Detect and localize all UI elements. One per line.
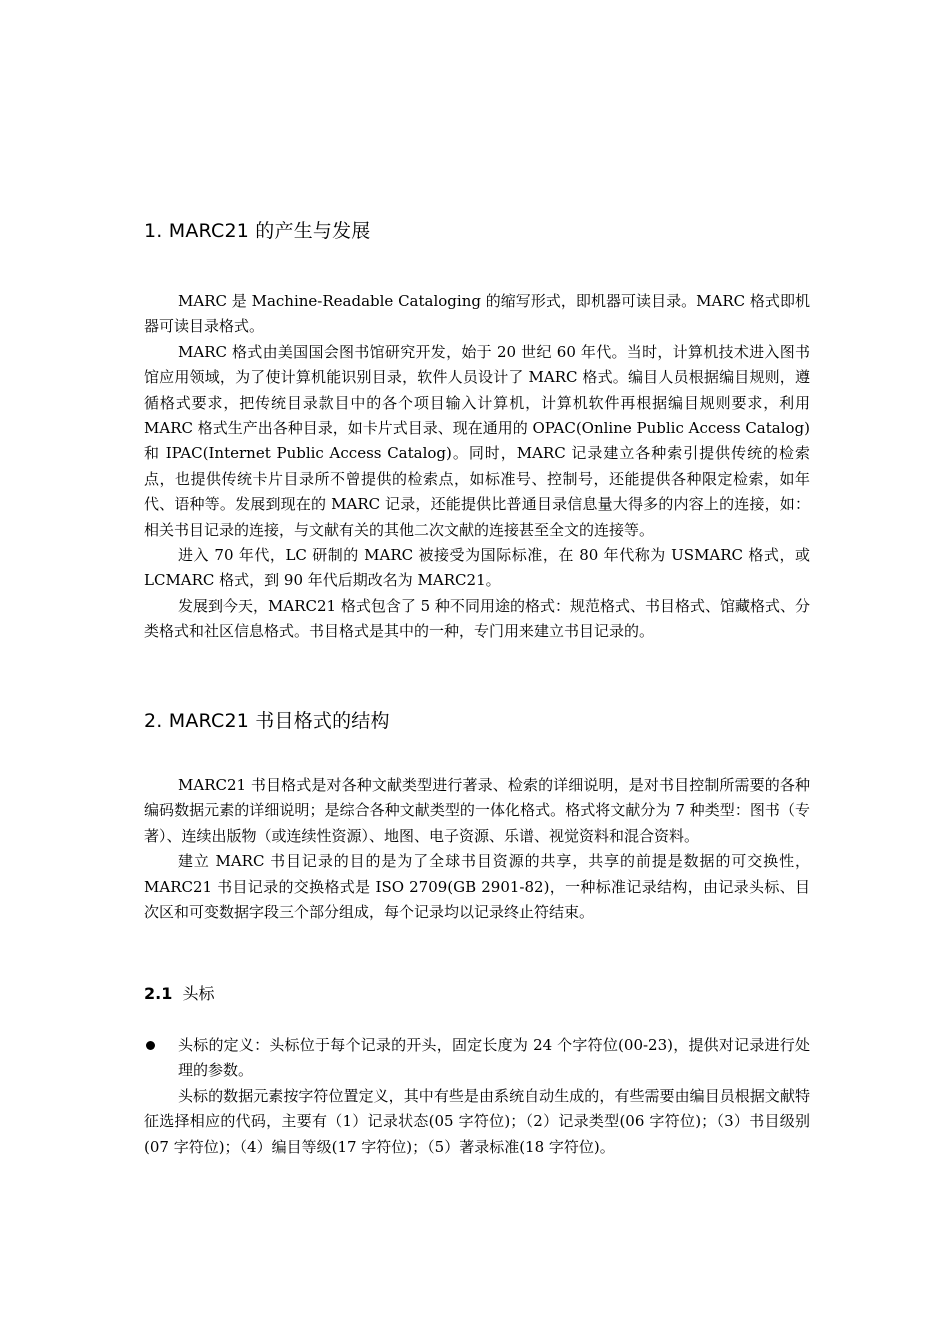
section-2-1-heading [144,981,215,1004]
section-1-body [144,289,810,645]
section-1-heading: 1. MARC21 的产生与发展 [144,220,371,242]
section-1-paragraph-1: MARC 是 Machine-Readable Cataloging 的缩写形式，即机器可读目录。MARC 格式即机器可读目录格式。 [144,292,810,336]
section-2-1-number: 2.1 [144,984,173,1003]
bullet-item [144,1033,810,1084]
section-2-1-body [144,1033,810,1160]
section-2-heading: 2. MARC21 书目格式的结构 [144,710,390,732]
section-2-body [144,773,810,925]
section-2-paragraph-2: 建立 MARC 书目记录的目的是为了全球书目资源的共享，共享的前提是数据的可交换性，MARC21 书目记录的交换格式是 ISO 2709(GB 2901-82)，一种标准记录结构，由记录头标、目次区和可变数据字段三个部分组成，每个记录均以记录终止符结束。 [144,852,810,922]
bullet-item-text: 头标的定义：头标位于每个记录的开头，固定长度为 24 个字符位(00-23)，提供对记录进行处理的参数。 [178,1036,810,1080]
section-1-paragraph-2: MARC 格式由美国国会图书馆研究开发，始于 20 世纪 60 年代。当时，计算机技术进入图书馆应用领域，为了使计算机能识别目录，软件人员设计了 MARC 格式。编目人员根据编目规则，遵循格式要求，把传统目录款目中的各个项目输入计算机，计算机软件再根据编目规则要求，利用 MARC 格式生产出各种目录，如卡片式目录、现在通用的 OPAC(Online Public Access Catalog)和 IPAC(Internet Public Access Catalog)。同时，MARC 记录建立各种索引提供传统的检索点，也提供传统卡片目录所不曾提供的检索点，如标准号、控制号，还能提供各种限定检索，如年代、语种等。发展到现在的 MARC 记录，还能提供比普通目录信息量大得多的内容上的连接，如：相关书目记录的连接，与文献有关的其他二次文献的连接甚至全文的连接等。 [144,342,811,539]
section-2-1-paragraph-1: 头标的数据元素按字符位置定义，其中有些是由系统自动生成的，有些需要由编目员根据文献特征选择相应的代码，主要有（1）记录状态(05 字符位)；（2）记录类型(06 字符位)；（3）书目级别(07 字符位)；（4）编目等级(17 字符位)；（5）著录标准(18 字符位)。 [144,1086,810,1156]
section-1-paragraph-4: 发展到今天，MARC21 格式包含了 5 种不同用途的格式：规范格式、书目格式、馆藏格式、分类格式和社区信息格式。书目格式是其中的一种，专门用来建立书目记录的。 [144,596,810,641]
section-1-paragraph-3: 进入 70 年代，LC 研制的 MARC 被接受为国际标准，在 80 年代称为 USMARC 格式，或 LCMARC 格式，到 90 年代后期改名为 MARC21。 [144,546,810,590]
bullet-dot-icon [146,1041,155,1050]
section-2-1-title: 头标 [182,984,215,1003]
section-2-paragraph-1: MARC21 书目格式是对各种文献类型进行著录、检索的详细说明，是对书目控制所需要的各种编码数据元素的详细说明；是综合各种文献类型的一体化格式。格式将文献分为 7 种类型：图书（专著）、连续出版物（或连续性资源）、地图、电子资源、乐谱、视觉资料和混合资料。 [144,776,810,845]
